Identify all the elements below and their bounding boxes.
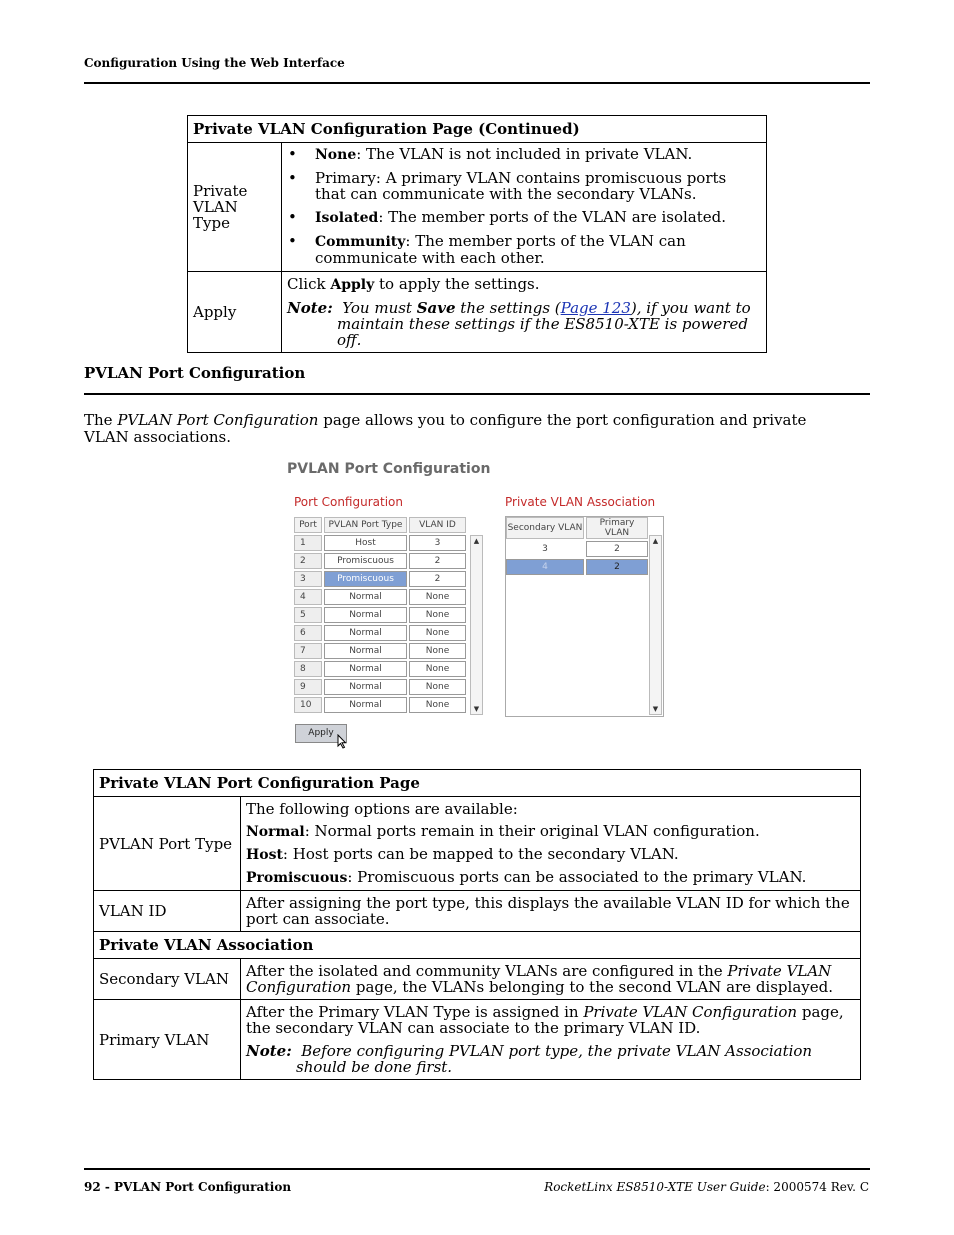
pvlan-port-config-table [93, 769, 861, 1080]
type-select[interactable]: Normal [324, 661, 407, 677]
header-rule [84, 82, 870, 84]
vlan-select[interactable]: 2 [409, 571, 466, 587]
running-header: Configuration Using the Web Interface [84, 56, 345, 70]
pvlan-port-config-screenshot [282, 455, 682, 755]
vlan-id-desc: After assigning the port type, this displays the available VLAN ID for which the port can associate. [241, 891, 861, 932]
intro-paragraph: The PVLAN Port Configuration page allows you to configure the port configuration and private VLAN associations. [84, 411, 807, 446]
table-row [294, 535, 466, 551]
type-select[interactable]: Normal [324, 607, 407, 623]
assoc-section-title: Private VLAN Association [94, 932, 861, 959]
bullet-primary: • Primary: A primary VLAN contains promiscuous ports that can communicate with the secondary VLANs. [315, 170, 761, 202]
secondary-cell: 3 [506, 541, 584, 557]
port-configuration-label: Port Configuration [294, 495, 403, 509]
apply-button[interactable]: Apply [295, 724, 347, 743]
port-type-intro: The following options are available: [246, 800, 518, 818]
port-cell: 8 [294, 661, 322, 677]
vlan-select[interactable]: None [409, 643, 466, 659]
row-label-vlan-id: VLAN ID [94, 891, 241, 932]
type-select[interactable]: Normal [324, 589, 407, 605]
table-row [294, 589, 466, 605]
table-row [506, 559, 648, 575]
opt-normal: Normal: Normal ports remain in their original VLAN configuration. [246, 822, 760, 840]
table-row [294, 625, 466, 641]
primary-vlan-desc: After the Primary VLAN Type is assigned in Private VLAN Configuration page, the secondary VLAN can associate to the primary VLAN ID. Note: Before configuring PVLAN port type, the private VLAN Association should be done first. [241, 1000, 861, 1080]
col-header-secondary: Secondary VLAN [506, 517, 584, 539]
port-cell: 6 [294, 625, 322, 641]
primary-select[interactable]: 2 [586, 541, 648, 557]
section-heading: PVLAN Port Configuration [84, 364, 306, 382]
port-config-grid [292, 515, 468, 715]
opt-promiscuous: Promiscuous: Promiscuous ports can be associated to the primary VLAN. [246, 868, 807, 886]
table-row [294, 643, 466, 659]
table-row [294, 697, 466, 713]
table-row [294, 679, 466, 695]
table-row [506, 541, 648, 557]
type-select[interactable]: Normal [324, 625, 407, 641]
vlan-select[interactable]: 2 [409, 553, 466, 569]
type-select[interactable]: Promiscuous [324, 571, 407, 587]
table-row [294, 553, 466, 569]
secondary-vlan-desc: After the isolated and community VLANs are configured in the Private VLAN Configuration page, the VLANs belonging to the second VLAN are displayed. [241, 959, 861, 1000]
type-select[interactable]: Host [324, 535, 407, 551]
port-grid-scrollbar[interactable] [470, 535, 483, 715]
col-header-port: Port [294, 517, 322, 533]
port-cell: 10 [294, 697, 322, 713]
table-title: Private VLAN Configuration Page (Continued) [188, 116, 767, 143]
assoc-grid [504, 515, 650, 577]
row-label-port-type: PVLAN Port Type [94, 797, 241, 891]
mouse-pointer-icon [337, 734, 347, 749]
row-label-apply: Apply [188, 272, 282, 353]
primary-select[interactable]: 2 [586, 559, 648, 575]
col-header-primary: Primary VLAN [586, 517, 648, 539]
port-cell: 1 [294, 535, 322, 551]
port-cell: 3 [294, 571, 322, 587]
port-type-desc [241, 797, 861, 891]
row-label-private-vlan-type: Private VLAN Type [188, 143, 282, 272]
type-select[interactable]: Normal [324, 697, 407, 713]
private-vlan-config-table [187, 115, 767, 353]
vlan-select[interactable]: 3 [409, 535, 466, 551]
apply-desc: Click Apply to apply the settings. Note: You must Save the settings (Page 123), if you want to maintain these settings if the ES8510-XTE is powered off. [282, 272, 767, 353]
assoc-grid-scrollbar[interactable] [649, 535, 662, 715]
col-header-vlan: VLAN ID [409, 517, 466, 533]
port-cell: 5 [294, 607, 322, 623]
port-cell: 2 [294, 553, 322, 569]
assoc-label: Private VLAN Association [505, 495, 656, 509]
table-title: Private VLAN Port Configuration Page [94, 770, 861, 797]
type-select[interactable]: Promiscuous [324, 553, 407, 569]
private-vlan-type-desc [282, 143, 767, 272]
scroll-up-icon[interactable]: ▲ [652, 537, 659, 545]
table-row [294, 607, 466, 623]
bullet-isolated: • Isolated: The member ports of the VLAN are isolated. [315, 209, 761, 226]
type-select[interactable]: Normal [324, 679, 407, 695]
type-select[interactable]: Normal [324, 643, 407, 659]
secondary-cell: 4 [506, 559, 584, 575]
vlan-select[interactable]: None [409, 589, 466, 605]
port-cell: 9 [294, 679, 322, 695]
vlan-select[interactable]: None [409, 625, 466, 641]
vlan-select[interactable]: None [409, 607, 466, 623]
vlan-select[interactable]: None [409, 679, 466, 695]
page-123-link[interactable]: Page 123 [560, 299, 631, 317]
scroll-down-icon[interactable]: ▼ [652, 705, 659, 713]
opt-host: Host: Host ports can be mapped to the secondary VLAN. [246, 845, 679, 863]
screenshot-title: PVLAN Port Configuration [287, 461, 491, 477]
footer-right: RocketLinx ES8510-XTE User Guide: 2000574 Rev. C [544, 1180, 869, 1194]
col-header-type: PVLAN Port Type [324, 517, 407, 533]
table-row [294, 661, 466, 677]
vlan-select[interactable]: None [409, 661, 466, 677]
primary-vlan-note: Note: Before configuring PVLAN port type, the private VLAN Association should be done first. [246, 1042, 813, 1076]
section-rule [84, 393, 870, 395]
scroll-down-icon[interactable]: ▼ [473, 705, 480, 713]
port-cell: 7 [294, 643, 322, 659]
row-label-primary-vlan: Primary VLAN [94, 1000, 241, 1080]
scroll-up-icon[interactable]: ▲ [473, 537, 480, 545]
port-cell: 4 [294, 589, 322, 605]
footer-left: 92 - PVLAN Port Configuration [84, 1180, 292, 1194]
bullet-none: • None: The VLAN is not included in private VLAN. [315, 146, 761, 163]
bullet-community: • Community: The member ports of the VLAN can communicate with each other. [315, 233, 761, 266]
table-row [294, 571, 466, 587]
apply-note: Note: You must Save the settings (Page 123), if you want to maintain these settings if the ES8510-XTE is powered off. [287, 299, 751, 349]
footer-rule [84, 1168, 870, 1170]
row-label-secondary-vlan: Secondary VLAN [94, 959, 241, 1000]
vlan-select[interactable]: None [409, 697, 466, 713]
